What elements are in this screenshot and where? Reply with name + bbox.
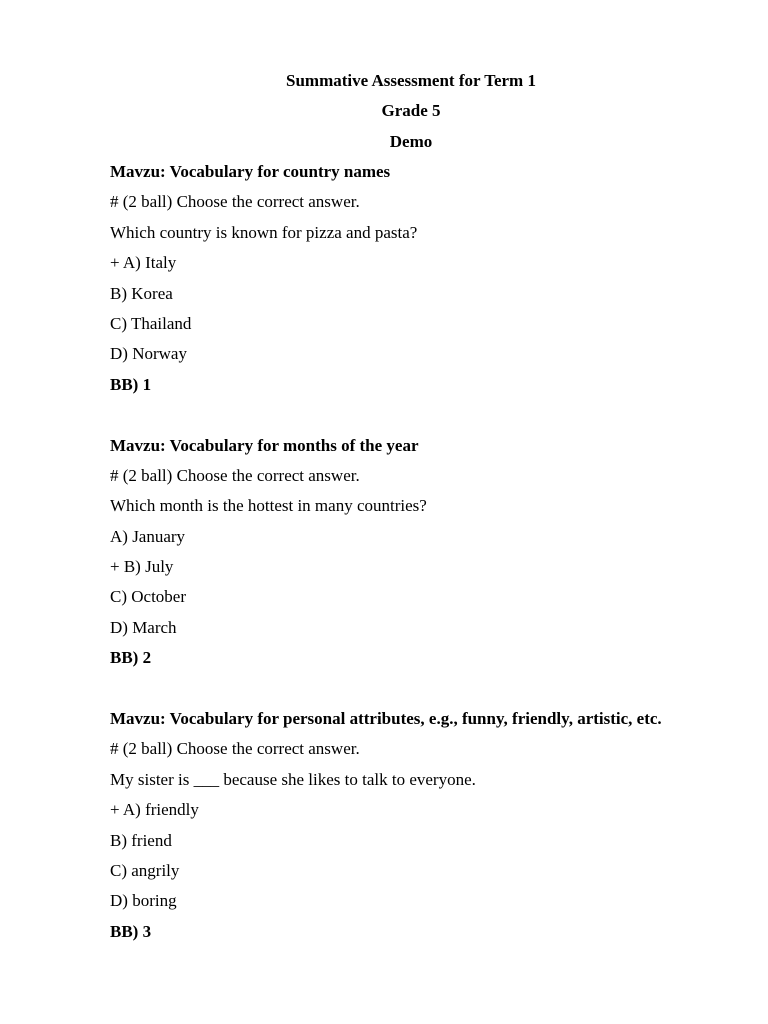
question-block-3 (110, 704, 750, 947)
answer-option: A) January (110, 526, 186, 546)
questions-list (110, 157, 750, 947)
document-header (0, 66, 768, 157)
question-topic: Mavzu: Vocabulary for country names (110, 162, 391, 181)
answer-option: + A) Italy (110, 253, 177, 273)
answer-option: D) boring (110, 891, 177, 911)
question-instruction: # (2 ball) Choose the correct answer. (110, 465, 360, 485)
answer-option: D) March (110, 617, 177, 637)
variant-label: Demo (389, 131, 433, 151)
answer-option: B) Korea (110, 283, 173, 303)
question-block-2 (110, 431, 750, 674)
answer-option: C) Thailand (110, 313, 192, 333)
answer-option: C) October (110, 587, 187, 607)
question-prompt: My sister is ___ because she likes to talk to everyone. (110, 769, 476, 789)
grade-label: Grade 5 (381, 101, 441, 121)
question-bb-label: BB) 3 (110, 921, 152, 941)
question-topic: Mavzu: Vocabulary for personal attributes, e.g., funny, friendly, artistic, etc. (110, 709, 662, 729)
question-spacer (110, 674, 750, 704)
answer-option: D) Norway (110, 344, 187, 364)
answer-option: B) friend (110, 830, 172, 850)
document-title: Summative Assessment for Term 1 (286, 71, 536, 90)
question-spacer (110, 400, 750, 430)
question-bb-label: BB) 1 (110, 374, 152, 394)
question-block-1 (110, 157, 750, 400)
question-prompt: Which month is the hottest in many countries? (110, 496, 427, 516)
answer-option: + A) friendly (110, 800, 199, 820)
answer-option: C) angrily (110, 860, 180, 880)
answer-option: + B) July (110, 557, 174, 577)
question-instruction: # (2 ball) Choose the correct answer. (110, 739, 360, 759)
question-bb-label: BB) 2 (110, 648, 152, 668)
question-instruction: # (2 ball) Choose the correct answer. (110, 192, 360, 212)
question-topic: Mavzu: Vocabulary for months of the year (110, 435, 419, 455)
question-prompt: Which country is known for pizza and pasta? (110, 222, 418, 242)
